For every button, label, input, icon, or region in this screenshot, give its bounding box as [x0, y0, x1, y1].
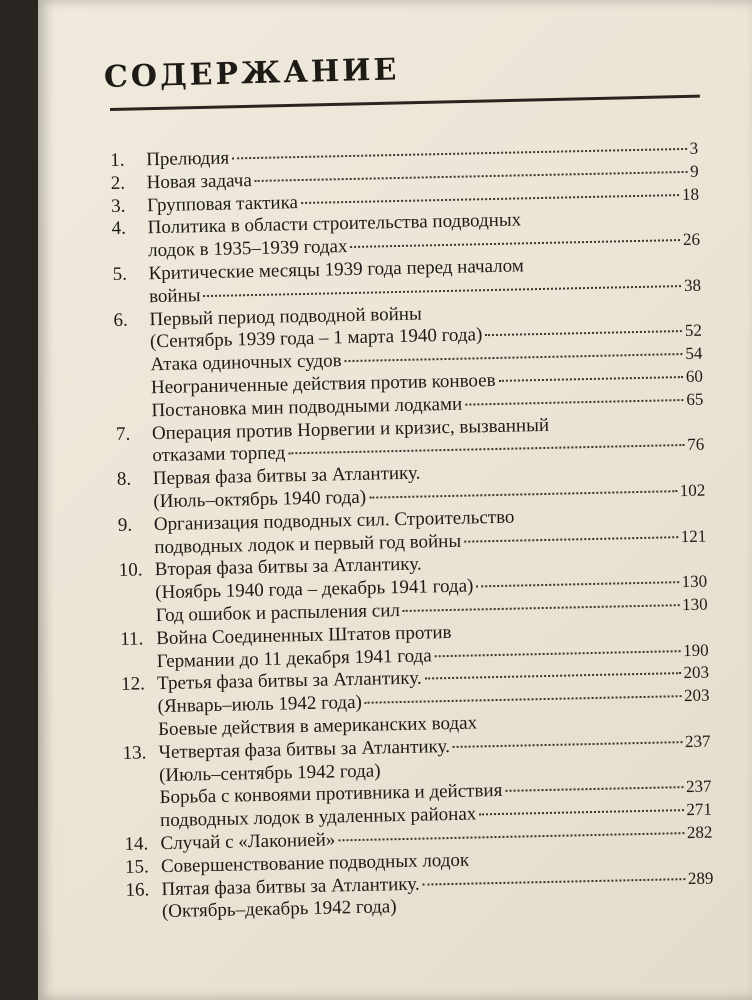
page-number: 9: [689, 161, 699, 181]
chapter-number: [120, 621, 156, 622]
entry-title: Четвертая фаза битвы за Атлантику.: [158, 735, 451, 763]
chapter-number: [119, 598, 155, 599]
chapter-number: 1.: [110, 149, 125, 171]
entry-title: Борьба с конвоями противника и действия: [159, 780, 503, 809]
entry-title: Первый период подводной войны: [149, 303, 422, 330]
heading-rule: [110, 95, 700, 111]
chapter-number: [122, 712, 158, 713]
entry-title: войны: [148, 284, 201, 307]
page-number: 60: [685, 366, 704, 386]
chapter-number: 6.: [113, 309, 129, 331]
chapter-number: [117, 462, 153, 463]
entry-title: подводных лодок и первый год войны: [154, 530, 462, 558]
dot-leader: [288, 444, 684, 454]
entry-title: (Сентябрь 1939 года – 1 марта 1940 года): [149, 324, 483, 353]
entry-title: Групповая тактика: [146, 191, 299, 216]
dot-leader: [301, 194, 679, 204]
chapter-number: [113, 302, 149, 303]
entry-title: Неограниченные действия против конвоев: [150, 369, 496, 399]
chapter-number: [124, 803, 160, 804]
page-number: 282: [686, 822, 713, 842]
dot-leader: [403, 604, 679, 612]
chapter-number: 4.: [111, 218, 127, 240]
chapter-number: 13.: [122, 742, 147, 764]
dot-leader: [453, 741, 682, 748]
chapter-number: 2.: [110, 172, 126, 194]
chapter-number: 16.: [125, 878, 150, 901]
entry-title: (Октябрь–декабрь 1942 года): [161, 896, 397, 923]
dot-leader: [351, 239, 681, 248]
entry-title: Война Соединенных Штатов против: [156, 621, 452, 649]
entry-title: Вторая фаза битвы за Атлантику.: [154, 553, 422, 581]
page-number: 237: [684, 731, 711, 751]
page-number: 289: [687, 868, 714, 888]
chapter-number: [122, 735, 158, 736]
chapter-number: [116, 416, 152, 417]
entry-title: Пятая фаза битвы за Атлантику.: [161, 873, 420, 900]
page-number: 130: [681, 594, 708, 615]
page-number: 203: [683, 662, 710, 683]
page-number: 190: [682, 640, 709, 660]
entry-title: Организация подводных сил. Строительство: [153, 506, 515, 535]
entry-title: подводных лодок в удаленных районах: [159, 803, 477, 832]
chapter-number: 15.: [124, 856, 149, 878]
chapter-number: [115, 370, 151, 371]
entry-title: Операция против Норвегии и кризис, вызванный: [151, 414, 550, 444]
entry-title: Первая фаза битвы за Атлантику.: [152, 462, 421, 490]
dot-leader: [464, 536, 678, 542]
entry-title: лодок в 1935–1939 годах: [147, 236, 348, 262]
contents-heading: СОДЕРЖАНИЕ: [103, 52, 400, 95]
dot-leader: [485, 330, 682, 336]
page-number: 237: [685, 776, 712, 797]
entry-title: Атака одиночных судов: [150, 350, 342, 376]
dot-leader: [345, 353, 683, 362]
chapter-number: 7.: [115, 423, 131, 445]
page-number: 102: [679, 480, 706, 501]
entry-title: Боевые действия в американских водах: [157, 712, 478, 741]
entry-title: отказами торпед: [152, 442, 286, 467]
dot-leader: [255, 171, 687, 182]
entry-title: (Июль–октябрь 1940 года): [153, 486, 367, 513]
chapter-number: [114, 348, 150, 349]
page-number: 38: [683, 275, 702, 295]
page-number: 76: [687, 434, 705, 455]
dot-leader: [505, 786, 683, 792]
page-number: 3: [689, 138, 699, 158]
dot-leader: [338, 832, 684, 841]
dot-leader: [204, 285, 681, 297]
entry-title: (Январь–июль 1942 года): [157, 691, 363, 718]
chapter-number: [126, 917, 162, 918]
entry-title: Случай с «Лаконией»: [160, 829, 336, 854]
chapter-number: 11.: [120, 628, 144, 650]
chapter-number: [121, 667, 157, 668]
entry-title: (Июль–сентябрь 1942 года): [158, 759, 381, 786]
chapter-number: 14.: [124, 833, 149, 855]
page-number: 271: [686, 799, 713, 820]
table-of-contents: [110, 138, 714, 925]
entry-title: Постановка мин подводными лодками: [151, 393, 463, 421]
chapter-number: [117, 507, 153, 508]
entry-title: Совершенствование подводных лодок: [160, 849, 470, 877]
chapter-number: [118, 553, 154, 554]
dot-leader: [425, 672, 681, 679]
entry-title: Политика в области строительства подводных: [147, 209, 522, 239]
entry-title: Третья фаза битвы за Атлантику.: [156, 667, 422, 695]
page-number: 26: [682, 229, 701, 250]
page-number: 121: [680, 526, 707, 546]
page-number: 130: [681, 571, 708, 592]
dot-leader: [479, 809, 683, 815]
chapter-number: [124, 826, 160, 827]
chapter-number: 3.: [110, 195, 126, 217]
chapter-number: 10.: [118, 559, 143, 582]
chapter-number: [123, 781, 159, 782]
entry-title: Год ошибок и распыления сил: [155, 599, 401, 627]
dot-leader: [435, 650, 681, 657]
chapter-number: 9.: [117, 514, 133, 536]
page-number: 65: [686, 389, 704, 409]
page-number: 18: [681, 184, 700, 204]
dot-leader: [499, 376, 683, 382]
entry-title: Критические месяцы 1939 года перед началом: [148, 255, 525, 285]
dot-leader: [476, 581, 678, 587]
dot-leader: [232, 148, 686, 160]
page-number: 54: [685, 343, 703, 364]
entry-title: (Ноябрь 1940 года – декабрь 1941 года): [155, 575, 474, 604]
chapter-number: [112, 256, 148, 257]
chapter-number: [115, 393, 151, 394]
page-number: 52: [684, 321, 703, 341]
dot-leader: [369, 490, 677, 498]
chapter-number: 5.: [112, 263, 128, 285]
chapter-number: 8.: [116, 468, 132, 491]
dot-leader: [423, 878, 685, 885]
chapter-number: 12.: [120, 673, 146, 696]
dot-leader: [365, 695, 681, 704]
entry-title: Германии до 11 декабря 1941 года: [156, 644, 432, 672]
dot-leader: [465, 399, 683, 406]
page-number: 203: [683, 685, 710, 706]
entry-title: Новая задача: [146, 169, 253, 194]
book-page: [38, 0, 752, 1000]
entry-title: Прелюдия: [145, 147, 230, 171]
